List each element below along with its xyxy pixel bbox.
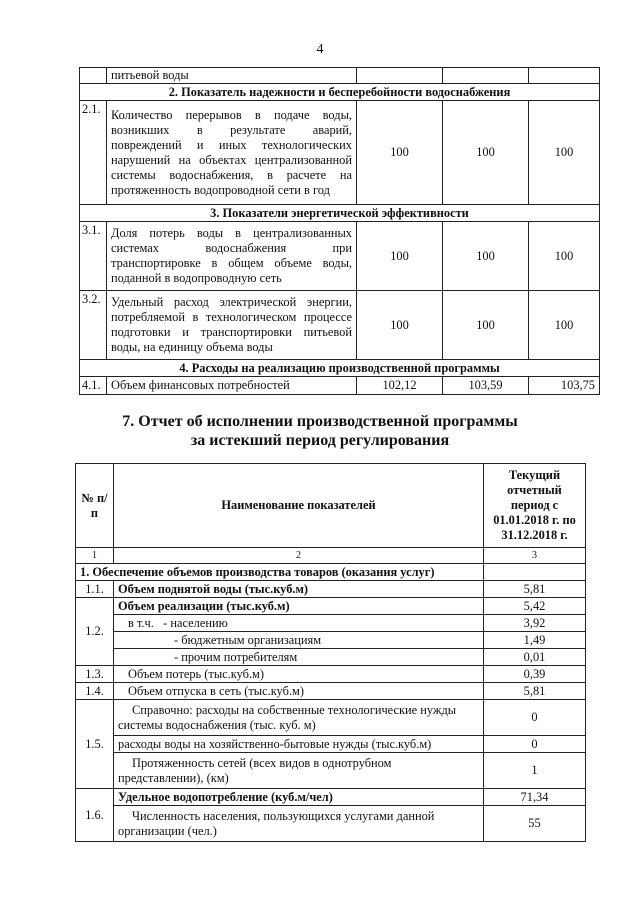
row-text: Количество перерывов в подаче воды, возникших в результате аварий, повреждений и иных технологических нарушений на объектах централизованной системы водоснабжения, в расчете на протяженность водопроводной сети в год <box>107 101 357 205</box>
row-name: Удельное водопотребление (куб.м/чел) <box>114 789 484 806</box>
table-row <box>80 101 600 205</box>
table-row <box>76 666 586 683</box>
heading-line: за истекший период регулирования <box>190 432 450 449</box>
row-name: Протяженность сетей (всех видов в однотрубном представлении), (км) <box>114 753 484 789</box>
row-name: в т.ч. - населению <box>114 615 484 632</box>
row-value: 71,34 <box>484 789 586 806</box>
section-row <box>76 564 586 581</box>
section-row <box>80 360 600 377</box>
table-row <box>76 683 586 700</box>
report-table <box>75 463 586 842</box>
row-value: 102,12 <box>357 377 443 395</box>
row-number: 1.6. <box>76 789 114 842</box>
row-value: 100 <box>529 222 600 291</box>
row-value: 0,01 <box>484 649 586 666</box>
row-value: 0 <box>484 700 586 736</box>
header-period: Текущий отчетный период с 01.01.2018 г. по 31.12.2018 г. <box>484 464 586 548</box>
section-title: 3. Показатели энергетической эффективности <box>80 205 600 222</box>
row-value: 0,39 <box>484 666 586 683</box>
table-row <box>76 736 586 753</box>
row-value: 100 <box>357 222 443 291</box>
row-value: 5,42 <box>484 598 586 615</box>
table-row <box>76 632 586 649</box>
row-value: 1 <box>484 753 586 789</box>
row-name: Объем реализации (тыс.куб.м) <box>114 598 484 615</box>
row-name: - прочим потребителям <box>114 649 484 666</box>
indicators-table <box>79 67 600 395</box>
row-number: 1.1. <box>76 581 114 598</box>
row-name: Справочно: расходы на собственные технологические нужды системы водоснабжения (тыс. куб. м) <box>114 700 484 736</box>
row-name: Объем потерь (тыс.куб.м) <box>114 666 484 683</box>
row-value: 103,75 <box>529 377 600 395</box>
table-row <box>76 598 586 615</box>
row-name: расходы воды на хозяйственно-бытовые нужды (тыс.куб.м) <box>114 736 484 753</box>
table-row <box>76 806 586 842</box>
table-row <box>76 615 586 632</box>
row-number: 3.2. <box>80 291 107 360</box>
row-value: 55 <box>484 806 586 842</box>
row-value: 5,81 <box>484 581 586 598</box>
section-title: 1. Обеспечение объемов производства товаров (оказания услуг) <box>76 564 484 581</box>
row-value: 5,81 <box>484 683 586 700</box>
table-row <box>76 581 586 598</box>
section-heading <box>0 412 640 450</box>
table-row <box>80 68 600 84</box>
table-row <box>80 222 600 291</box>
row-value: 100 <box>529 101 600 205</box>
header-number: № п/п <box>76 464 114 548</box>
row-number: 1.4. <box>76 683 114 700</box>
header-row <box>76 464 586 548</box>
row-text: питьевой воды <box>107 68 357 84</box>
row-number: 4.1. <box>80 377 107 395</box>
row-number: 3.1. <box>80 222 107 291</box>
section-title: 2. Показатель надежности и бесперебойности водоснабжения <box>80 84 600 101</box>
table-row <box>80 291 600 360</box>
table-row <box>76 789 586 806</box>
row-number: 1.2. <box>76 598 114 666</box>
row-text: Объем финансовых потребностей <box>107 377 357 395</box>
row-name: - бюджетным организациям <box>114 632 484 649</box>
row-value: 100 <box>357 291 443 360</box>
row-text: Удельный расход электрической энергии, потребляемой в технологическом процессе подготовки и транспортировки питьевой воды, на единицу объема воды <box>107 291 357 360</box>
row-value: 100 <box>443 291 529 360</box>
section-title: 4. Расходы на реализацию производственной программы <box>80 360 600 377</box>
row-value: 0 <box>484 736 586 753</box>
row-name: Объем поднятой воды (тыс.куб.м) <box>114 581 484 598</box>
row-number: 2.1. <box>80 101 107 205</box>
table-row <box>76 649 586 666</box>
index-row: 1 2 3 <box>76 548 586 564</box>
row-number: 1.3. <box>76 666 114 683</box>
page-number: 4 <box>316 42 324 57</box>
row-value: 100 <box>357 101 443 205</box>
row-value: 100 <box>443 222 529 291</box>
section-row <box>80 84 600 101</box>
row-name: Численность населения, пользующихся услугами данной организации (чел.) <box>114 806 484 842</box>
row-value: 100 <box>529 291 600 360</box>
row-text: Доля потерь воды в централизованных системах водоснабжения при транспортировке в общем объеме воды, поданной в водопроводную сеть <box>107 222 357 291</box>
section-row <box>80 205 600 222</box>
header-name: Наименование показателей <box>114 464 484 548</box>
row-value: 103,59 <box>443 377 529 395</box>
row-name: Объем отпуска в сеть (тыс.куб.м) <box>114 683 484 700</box>
row-value: 100 <box>443 101 529 205</box>
row-value: 3,92 <box>484 615 586 632</box>
table-row <box>76 753 586 789</box>
table-row <box>76 700 586 736</box>
table-row <box>80 377 600 395</box>
row-value: 1,49 <box>484 632 586 649</box>
row-number: 1.5. <box>76 700 114 789</box>
heading-line: 7. Отчет об исполнении производственной программы <box>122 413 518 430</box>
